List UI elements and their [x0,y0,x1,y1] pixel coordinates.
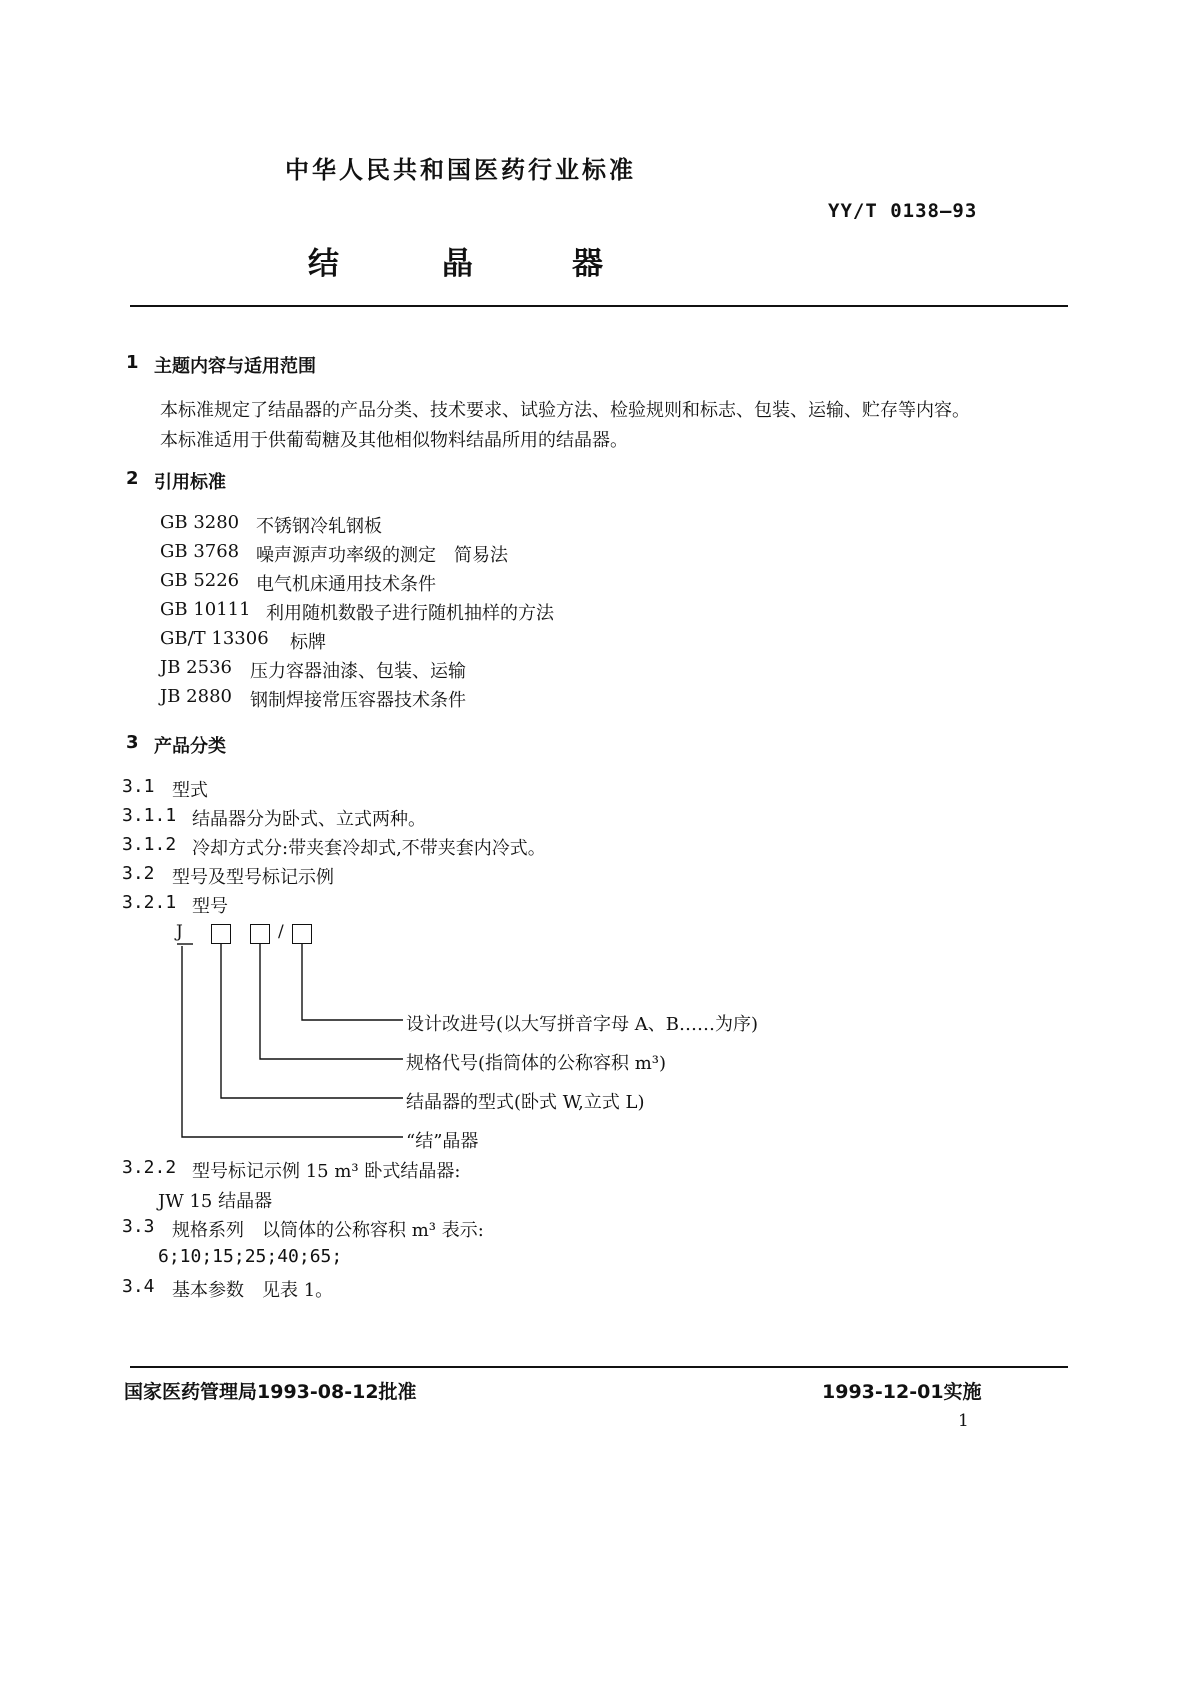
section-2-heading: 引用标准 [154,472,226,493]
section-3-number: 3 [126,732,139,753]
reference-title: 不锈钢冷轧钢板 [256,516,382,537]
capacity-series: 6;10;15;25;40;65; [158,1246,343,1267]
reference-title: 压力容器油漆、包装、运输 [250,661,466,682]
page-number: 1 [958,1411,969,1431]
section-3-heading: 产品分类 [154,736,226,757]
legend-prefix: “结”晶器 [406,1131,479,1152]
reference-title: 钢制焊接常压容器技术条件 [250,690,466,711]
clause-text: 型式 [172,780,208,801]
legend-spec: 规格代号(指筒体的公称容积 m³) [406,1053,667,1074]
reference-title: 标牌 [290,632,326,653]
standard-code: YY/T 0138—93 [828,200,978,222]
clause-text: 规格系列 以筒体的公称容积 m³ 表示: [172,1220,484,1241]
effective-date: 1993-12-01实施 [822,1381,982,1403]
reference-code: GB 5226 [160,570,240,591]
prefix-leader [182,946,403,1137]
legend-type: 结晶器的型式(卧式 W,立式 L) [406,1092,645,1113]
clause-number: 3.2 [122,863,155,884]
model-prefix-letter: J [176,922,183,942]
issuing-body-title: 中华人民共和国医药行业标准 [285,156,636,184]
reference-title: 利用随机数骰子进行随机抽样的方法 [266,603,554,624]
clause-text: 冷却方式分:带夹套冷却式,不带夹套内冷式。 [192,838,546,859]
reference-code: GB/T 13306 [160,628,269,649]
clause-text: 基本参数 见表 1。 [172,1280,334,1301]
approval-line: 国家医药管理局1993-08-12批准 [124,1381,417,1403]
type-leader [221,944,403,1098]
reference-code: GB 10111 [160,599,251,620]
clause-number: 3.1 [122,776,155,797]
clause-text: 型号标记示例 15 m³ 卧式结晶器: [192,1161,461,1182]
spec-leader [260,944,403,1059]
model-slash: / [278,922,284,942]
document-title-char-3: 器 [572,246,603,282]
clause-number: 3.3 [122,1216,155,1237]
section-2-number: 2 [126,468,139,489]
section-1-number: 1 [126,352,139,373]
reference-title: 噪声源声功率级的测定 简易法 [256,545,508,566]
legend-revision: 设计改进号(以大写拼音字母 A、B……为序) [406,1014,758,1035]
clause-number: 3.4 [122,1276,155,1297]
reference-code: JB 2880 [160,686,232,707]
document-title-char-2: 晶 [442,246,473,282]
clause-number: 3.2.1 [122,892,177,913]
footer-rule [130,1366,1068,1368]
reference-title: 电气机床通用技术条件 [256,574,436,595]
clause-text: 型号 [192,896,228,917]
clause-number: 3.1.1 [122,805,177,826]
model-example: JW 15 结晶器 [158,1191,273,1212]
reference-code: GB 3280 [160,512,240,533]
section-1-paragraph: 本标准适用于供葡萄糖及其他相似物料结晶所用的结晶器。 [160,430,628,451]
document-title-char-1: 结 [308,246,339,282]
section-1-heading: 主题内容与适用范围 [154,356,316,377]
reference-code: GB 3768 [160,541,240,562]
clause-number: 3.2.2 [122,1157,177,1178]
revision-leader [302,944,403,1020]
clause-text: 型号及型号标记示例 [172,867,334,888]
section-1-paragraph: 本标准规定了结晶器的产品分类、技术要求、试验方法、检验规则和标志、包装、运输、贮存等内容。 [160,400,970,421]
clause-number: 3.1.2 [122,834,177,855]
reference-code: JB 2536 [160,657,232,678]
clause-text: 结晶器分为卧式、立式两种。 [192,809,426,830]
